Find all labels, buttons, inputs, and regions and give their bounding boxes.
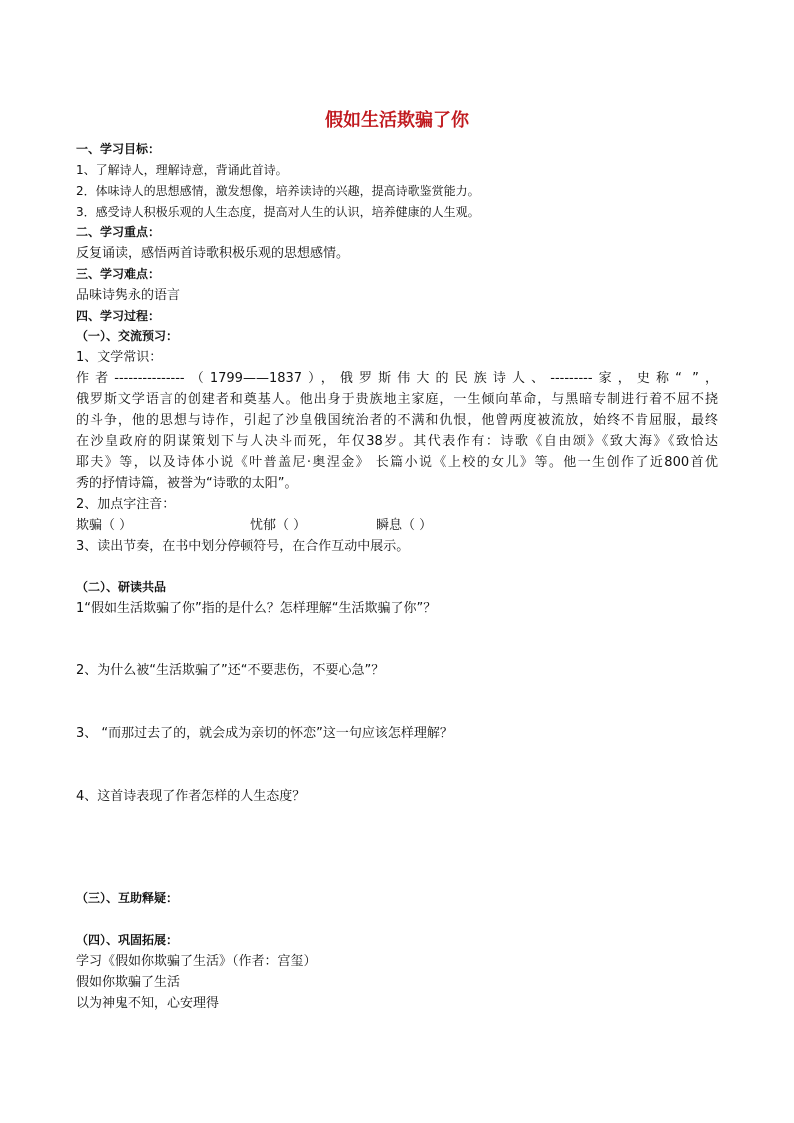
section-heading-process: 四、学习过程： — [76, 309, 161, 323]
section-heading-difficulties: 三、学习难点： — [76, 267, 161, 281]
part2-heading: （二）、研读共品 — [76, 580, 167, 594]
question-2: 2、为什么被“生活欺骗了”还“不要悲伤，不要心急”？ — [76, 663, 385, 678]
bio-line: 的斗争，他的思想与诗作，引起了沙皇俄国统治者的不满和仇恨，他曾两度被流放，始终不肯屈服，最终 — [76, 413, 718, 428]
rhythm-task: 3、读出节奏，在书中划分停顿符号，在合作互动中展示。 — [76, 539, 410, 554]
pinyin-item-2: 忧郁（ ） — [250, 518, 307, 533]
part3-heading: （三）、互助释疑： — [76, 891, 179, 905]
part1-heading: （一）、交流预习： — [76, 329, 179, 343]
bio-line: 在沙皇政府的阴谋策划下与人决斗而死，年仅38岁。其代表作有：诗歌《自由颂》《致大海》《致恰达 — [76, 434, 718, 449]
part4-heading: （四）、巩固拓展： — [76, 933, 179, 947]
goal-item-1: 1、了解诗人，理解诗意，背诵此首诗。 — [76, 163, 288, 177]
pinyin-item-1: 欺骗（ ） — [76, 518, 133, 533]
goal-item-2: 2．体味诗人的思想感情，激发想像，培养读诗的兴趣，提高诗歌鉴赏能力。 — [76, 184, 480, 198]
pinyin-item-3: 瞬息（ ） — [376, 518, 433, 533]
section-heading-key-points: 二、学习重点： — [76, 225, 161, 239]
bio-line: 耶夫》等，以及诗体小说《叶普盖尼·奥涅金》 长篇小说《上校的女儿》等。他一生创作了近800首优 — [76, 455, 718, 470]
page-title: 假如生活欺骗了你 — [325, 110, 469, 131]
extension-line-1: 学习《假如你欺骗了生活》（作者：宫玺） — [76, 954, 317, 969]
section-heading-goals: 一、学习目标： — [76, 142, 161, 156]
extension-line-3: 以为神鬼不知，心安理得 — [76, 996, 220, 1011]
key-points-text: 反复诵读，感悟两首诗歌积极乐观的思想感情。 — [76, 246, 350, 261]
question-4: 4、这首诗表现了作者怎样的人生态度？ — [76, 789, 306, 804]
bio-line: 秀的抒情诗篇，被誉为“诗歌的太阳”。 — [76, 476, 298, 491]
extension-line-2: 假如你欺骗了生活 — [76, 975, 181, 990]
literary-knowledge-label: 1、文学常识： — [76, 350, 163, 365]
goal-item-3: 3．感受诗人积极乐观的人生态度，提高对人生的认识，培养健康的人生观。 — [76, 205, 480, 219]
pinyin-label: 2、加点字注音： — [76, 497, 176, 512]
question-3: 3、 “而那过去了的，就会成为亲切的怀恋”这一句应该怎样理解？ — [76, 726, 453, 741]
bio-line: 俄罗斯文学语言的创建者和奠基人。他出身于贵族地主家庭，一生倾向革命，与黑暗专制进行着不屈不挠 — [76, 392, 718, 407]
author-bio-paragraph — [76, 368, 718, 494]
difficulties-text: 品味诗隽永的语言 — [76, 288, 181, 303]
question-1: 1“假如生活欺骗了你”指的是什么？怎样理解“生活欺骗了你”？ — [76, 601, 437, 616]
bio-line: 作者---------------（1799——1837），俄罗斯伟大的民族诗人、---------家，史称“ ”， — [76, 371, 718, 386]
